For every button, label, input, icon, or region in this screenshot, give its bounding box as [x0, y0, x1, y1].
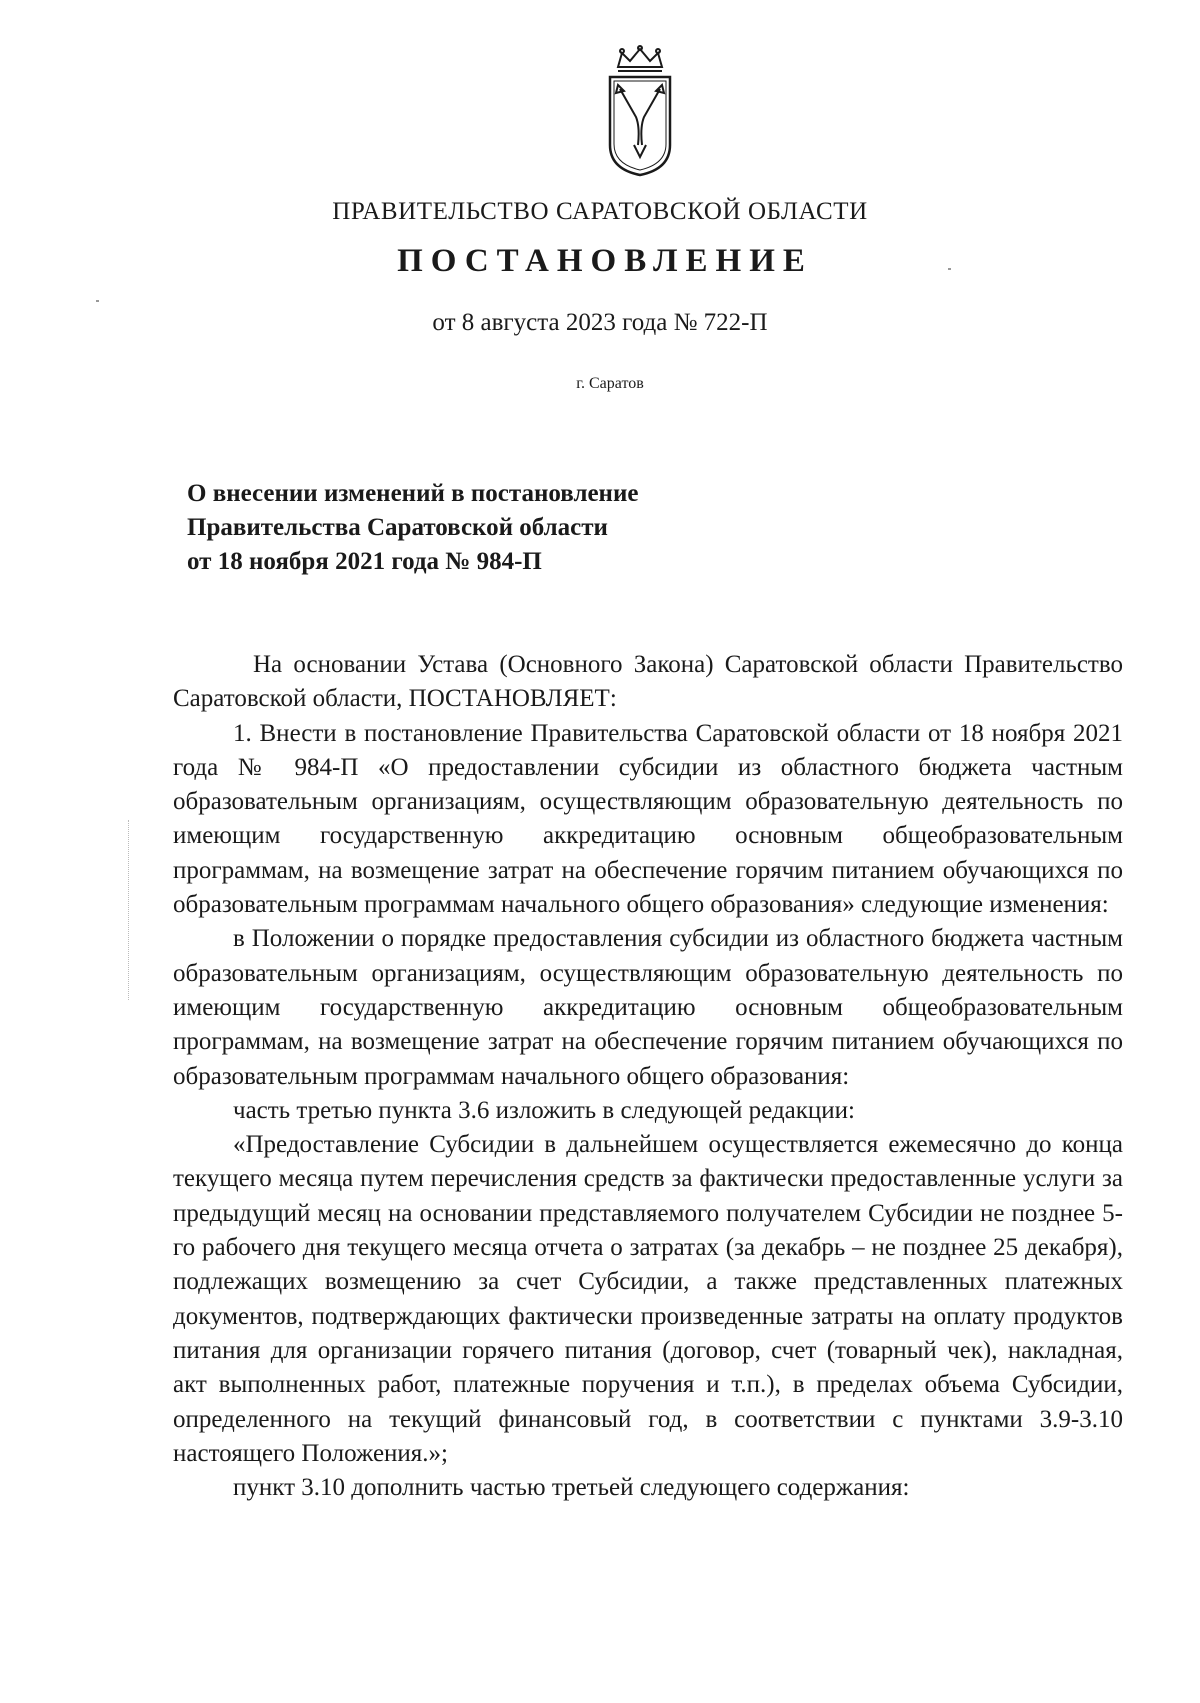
government-name: ПРАВИТЕЛЬСТВО САРАТОВСКОЙ ОБЛАСТИ — [332, 198, 868, 225]
scan-speck — [948, 268, 951, 270]
document-type-title: ПОСТАНОВЛЕНИЕ — [397, 243, 813, 279]
body-paragraph: «Предоставление Субсидии в дальнейшем осуществляется ежемесячно до конца текущего месяца путем перечисления средств за фактически предоставленные услуги за предыдущий месяц на основании представляемого получателем Субсидии не позднее 5-го рабочего дня текущего месяца отчета о затратах (за декабрь – не позднее 25 декабря), подлежащих возмещению за счет Субсидии, а также представленных платежных документов, подтверждающих фактически произведенные затраты на оплату продуктов питания для организации горячего питания (договор, счет (товарный чек), накладная, акт выполненных работ, платежные поручения и т.п.), в пределах объема Субсидии, определенного на текущий финансовый год, в соответствии с пунктами 3.9-3.10 настоящего Положения.»; — [173, 1131, 1123, 1467]
body-paragraph: в Положении о порядке предоставления субсидии из областного бюджета частным образовательным организациям, осуществляющим образовательную деятельность по имеющим государственную аккредитацию основным общеобразовательным программам, на возмещение затрат на обеспечение горячим питанием обучающихся по образовательным программам начального общего образования: — [173, 925, 1123, 1090]
subject-line: Правительства Саратовской области — [187, 514, 608, 541]
document-date-number: от 8 августа 2023 года № 722-П — [432, 309, 768, 336]
document-body — [173, 648, 1123, 1505]
body-paragraph: пункт 3.10 дополнить частью третьей следующего содержания: — [233, 1474, 910, 1502]
document-subject — [187, 477, 638, 579]
subject-line: от 18 ноября 2021 года № 984-П — [187, 548, 542, 575]
body-paragraph: На основании Устава (Основного Закона) Саратовской области Правительство Саратовской области, ПОСТАНОВЛЯЕТ: — [173, 651, 1123, 713]
saratov-coat-of-arms-icon — [604, 45, 676, 177]
body-paragraph: 1. Внести в постановление Правительства Саратовской области от 18 ноября 2021 года № 984-П «О предоставлении субсидии из областного бюджета частным образовательным организациям, осуществляющим образовательную деятельность по имеющим государственную аккредитацию основным общеобразовательным программам, на возмещение затрат на обеспечение горячим питанием обучающихся по образовательным программам начального общего образования» следующие изменения: — [173, 719, 1123, 919]
body-paragraph: часть третью пункта 3.6 изложить в следующей редакции: — [233, 1096, 855, 1124]
document-city: г. Саратов — [576, 375, 644, 392]
scan-margin-marks — [128, 820, 133, 1000]
subject-line: О внесении изменений в постановление — [187, 480, 639, 507]
scan-speck — [96, 300, 99, 302]
